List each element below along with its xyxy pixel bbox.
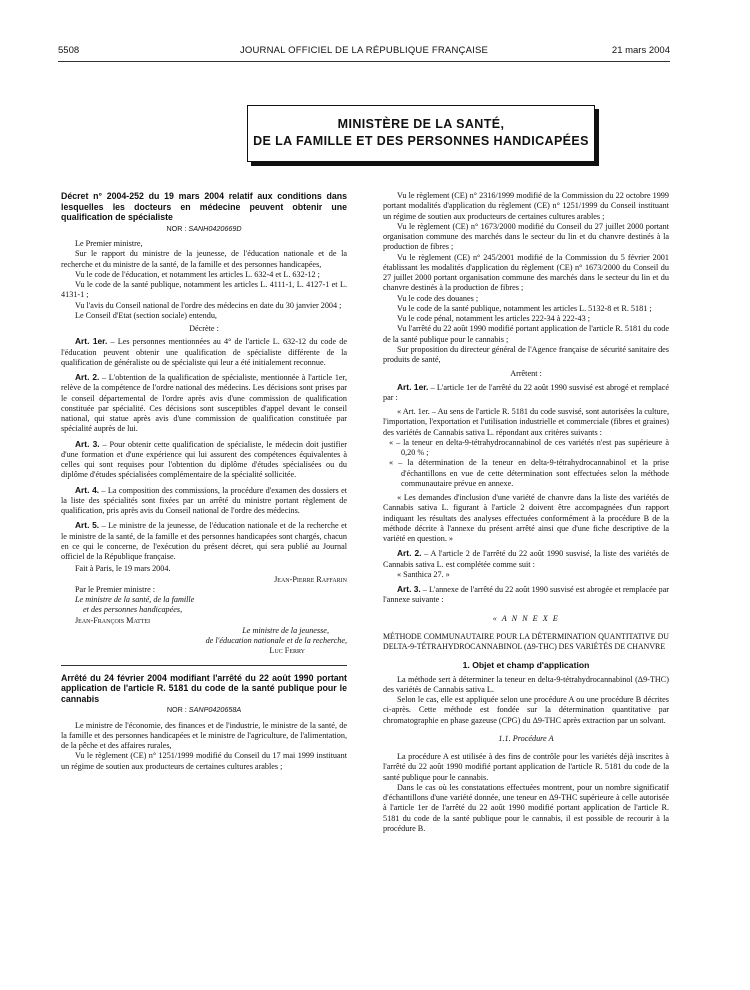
arrete-visa: Vu le code pénal, notamment les articles 222-34 à 222-43 ;: [397, 314, 590, 323]
decrete-label: Décrète :: [189, 324, 219, 334]
min-jeunesse-title: Le ministre de la jeunesse,: [242, 625, 329, 635]
decret-article: Art. 4. – La composition des commissions, la procédure d'examen des dossiers et la liste des spécialités sont fixées par un arrêté du ministre portant règlement de qualification, pris après avis du Conseil national de l'ordre des médecins.: [61, 484, 347, 516]
journal-title: JOURNAL OFFICIEL DE LA RÉPUBLIQUE FRANÇAISE: [239, 45, 489, 56]
decret-article: Art. 2. – L'obtention de la qualification de spécialiste, mentionnée à l'article 1er, relève de la compétence de l'ordre national des médecins. Les décisions sont prises par le conseil départemental de l'ordre après avis d'une commission de qualification constituée par spécialité. Ces décisions sont susceptibles d'appel devant le conseil national, qui statue après avis d'une commission de qualification constituée par spécialité auprès de lui.: [61, 372, 347, 434]
decret-intro: Le Premier ministre,: [75, 239, 143, 249]
decret-article: Art. 5. – Le ministre de la jeunesse, de l'éducation nationale et de la recherche et le ministre de la santé, de la famille et des personnes handicapées sont chargés, chacun en ce qui le concerne, de l'exécution du présent décret, qui sera publié au Journal officiel de la République française.: [61, 520, 347, 562]
decret-intro: Vu l'avis du Conseil national de l'ordre des médecins en date du 30 janvier 2004 ;: [75, 300, 342, 310]
page-header: [58, 45, 670, 59]
issue-date: 21 mars 2004: [611, 45, 670, 56]
arrete-article-3: Art. 3. – L'annexe de l'arrêté du 22 août 1990 susvisé est abrogée et remplacée par l'annexe suivante :: [383, 584, 669, 605]
decret-article: Art. 1er. – Les personnes mentionnées au 4° de l'article L. 632-12 du code de l'éducation peuvent obtenir une qualification de spécialiste différente de la qualification de généraliste ou de spécialiste qui leur a été initialement reconnue.: [61, 336, 347, 367]
signer-mattei: Jean-François Mattei: [75, 615, 151, 625]
arrete-visa: Vu le règlement (CE) n° 2316/1999 modifié de la Commission du 22 octobre 1999 portant modalités d'application du règlement (CE) n° 1251/1999 du Conseil instituant un régime de soutien aux producteurs de certaines cultures arables ;: [383, 191, 669, 221]
ministry-box: [247, 105, 595, 162]
decret-intro: Sur le rapport du ministre de la jeunesse, de l'éducation nationale et de la recherche et du ministre de la santé, de la famille et des personnes handicapées,: [61, 249, 347, 269]
decret-title: Décret n° 2004-252 du 19 mars 2004 relatif aux conditions dans lesquelles les docteurs en médecine peuvent obtenir une qualification de spécialiste: [61, 191, 347, 223]
annexe-heading: « A N N E X E: [492, 613, 560, 623]
arrete-title: Arrêté du 24 février 2004 modifiant l'arrêté du 22 août 1990 portant application de l'article R. 5181 du code de la santé publique pour le cannabis: [61, 672, 347, 704]
section-1-paragraph: La méthode sert à déterminer la teneur en delta-9-tétrahydrocannabinol (Δ9-THC) des variétés de Cannabis sativa L.: [383, 674, 669, 694]
arrete-nor: NOR : SANP0420658A: [166, 705, 242, 715]
arrete-intro: Vu le règlement (CE) n° 1251/1999 modifié du Conseil du 17 mai 1999 instituant un régime de soutien aux producteurs de certaines cultures arables ;: [61, 751, 347, 771]
done-at: Fait à Paris, le 19 mars 2004.: [75, 564, 171, 574]
criteria-bullet: « – la teneur en delta-9-tétrahydrocannabinol de ces variétés n'est pas supérieure à 0,20 % ;: [389, 437, 669, 457]
decret-intro: Vu le code de la santé publique, notamment les articles L. 4111-1, L. 4127-1 et L. 4131-1 ;: [61, 280, 347, 300]
subsection-heading: 1.1. Procédure A: [498, 733, 554, 743]
arrete-visa: Vu le code de la santé publique, notamment les articles L. 5132-8 et R. 5181 ;: [397, 303, 652, 313]
procedure-a-paragraph: La procédure A est utilisée à des fins de contrôle pour les variétés déjà inscrites à l'arrêté du 22 août 1990 modifié portant application de l'article R. 5181 du code de la santé publique pour le cannabis.: [383, 752, 669, 782]
page-number: 5508: [58, 45, 80, 56]
section-1-heading: 1. Objet et champ d'application: [462, 660, 590, 671]
decret-article: Art. 3. – Pour obtenir cette qualification de spécialiste, le médecin doit justifier d'une formation et d'une expérience qui lui assurent des compétences équivalentes à celles qui sont requises pour l'obtention du diplôme d'études spécialisées ou du diplôme d'études spécialisées complémentaire de la spécialité sollicitée.: [61, 438, 347, 480]
article-1-quote: « Art. 1er. – Au sens de l'article R. 5181 du code susvisé, sont autorisées la culture, l'importation, l'exportation et l'utilisation industrielle et commerciale (fibres et graines) des variétés de Cannabis sativa L. répondant aux critères suivants :: [383, 407, 669, 437]
signer-ferry: Luc Ferry: [269, 646, 305, 656]
decret-nor: NOR : SANH0420669D: [166, 223, 242, 233]
arrete-visa: Vu le règlement (CE) n° 1673/2000 modifié du Conseil du 27 juillet 2000 portant organisation commune des marchés dans le secteur du lin et du chanvre destinés à la production de fibres ;: [383, 221, 669, 252]
arrete-visa: Sur proposition du directeur général de l'Agence française de sécurité sanitaire des produits de santé,: [383, 344, 669, 364]
ministry-line-1: MINISTÈRE DE LA SANTÉ,: [337, 117, 505, 131]
header-rule: [58, 61, 670, 62]
section-divider: [61, 665, 347, 666]
right-column: [383, 191, 669, 834]
arrete-intro: Le ministre de l'économie, des finances et de l'industrie, le ministre de la santé, de la famille et des personnes handicapées et le ministre de l'agriculture, de l'alimentation, de la pêche et des affaires rurales,: [61, 720, 347, 751]
par-pm: Par le Premier ministre :: [75, 584, 156, 594]
demandes-paragraph: « Les demandes d'inclusion d'une variété de chanvre dans la liste des variétés de Cannabis sativa L. figurant à l'article 2 doivent être accompagnées d'un rapport indiquant les résultats des analyses effectuées conformément à la procédure B de la méthode décrite à l'annexe du présent arrêté ainsi que d'une fiche descriptive de la variété en question. »: [383, 493, 669, 543]
arrete-visa: Vu l'arrêté du 22 août 1990 modifié portant application de l'article R. 5181 du code de la santé publique pour le cannabis ;: [383, 324, 669, 344]
arrete-article-2: Art. 2. – A l'article 2 de l'arrêté du 22 août 1990 susvisé, la liste des variétés de Cannabis sativa L. est complétée comme suit :: [383, 548, 669, 569]
procedure-a-paragraph: Dans le cas où les constatations effectuées montrent, pour un nombre significatif d'échantillons d'une variété donnée, une teneur en Δ9-THC supérieure à celle autorisée à l'article 1er de l'arrêté du 22 août 1990 modifié portant application de l'article R. 5181 du code de la santé publique pour le cannabis, il est possible de recourir à la procédure B.: [383, 782, 669, 833]
min-sante-title: Le ministre de la santé, de la famille: [75, 595, 195, 605]
min-jeunesse-title-2: de l'éducation nationale et de la recherche,: [205, 636, 347, 646]
section-1-paragraph: Selon le cas, elle est appliquée selon une procédure A ou une procédure B décrites ci-après. Cette méthode est fondée sur la détermination quantitative par chromatographie en phase gazeuse (CPG) du Δ9-THC après extraction par un solvant.: [383, 695, 669, 725]
left-column: [61, 191, 347, 772]
arrete-visa: Vu le règlement (CE) n° 245/2001 modifié de la Commission du 5 février 2001 établissant les modalités d'application du règlement (CE) n° 1673/2000 du Conseil du 27 juillet 2000 portant organisation commune des marchés dans le secteur du lin et du chanvre destinés à la production de fibres ;: [383, 252, 669, 293]
decret-intro: Vu le code de l'éducation, et notamment les articles L. 632-4 et L. 632-12 ;: [75, 269, 320, 279]
methode-title: MÉTHODE COMMUNAUTAIRE POUR LA DÉTERMINATION QUANTITATIVE DU DELTA-9-TÉTRAHYDROCANNABINOL (Δ9-THC) DES VARIÉTÉS DE CHANVRE: [383, 631, 669, 651]
min-sante-title-2: et des personnes handicapées,: [83, 605, 183, 615]
arretent-label: Arrêtent :: [510, 369, 542, 379]
decret-intro: Le Conseil d'Etat (section sociale) entendu,: [75, 310, 217, 320]
ministry-line-2: DE LA FAMILLE ET DES PERSONNES HANDICAPÉES: [253, 134, 589, 148]
arrete-article-1: Art. 1er. – L'article 1er de l'arrêté du 22 août 1990 susvisé est abrogé et remplacé par :: [383, 381, 669, 402]
criteria-bullet: « – la détermination de la teneur en delta-9-tétrahydrocannabinol et la prise d'échantillons en vue de cette détermination sont effectuées selon la méthode communautaire prévue en annexe.: [389, 458, 669, 488]
santhica-entry: « Santhica 27. »: [397, 569, 450, 579]
arrete-visa: Vu le code des douanes ;: [397, 293, 479, 303]
signer-pm: Jean-Pierre Raffarin: [274, 574, 347, 584]
